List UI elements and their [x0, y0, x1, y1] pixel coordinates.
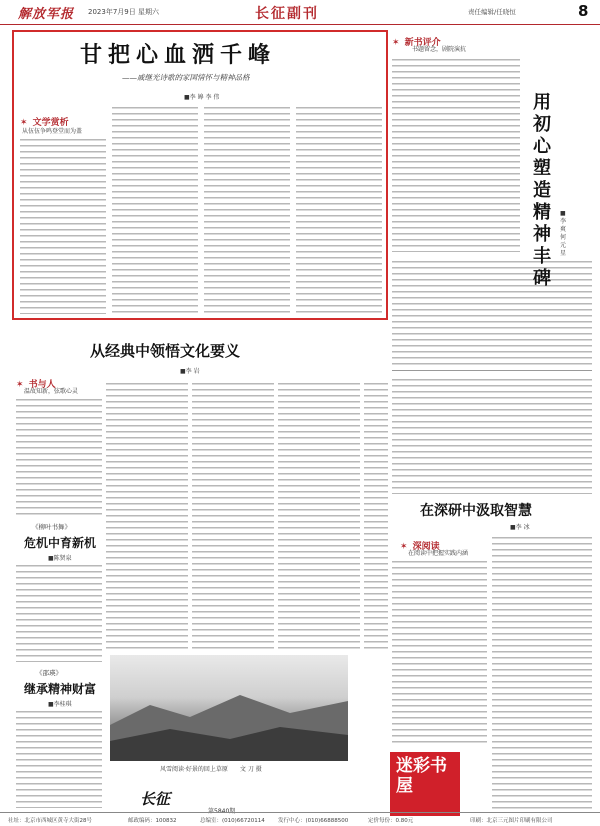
- editor-credit: 责任编辑/任晓恒: [468, 8, 516, 16]
- main-article-subtitle: ——戚继光诗歌的家国情怀与精神品格: [122, 73, 250, 82]
- book-lead: 温故知新，弦歌心灵: [24, 388, 79, 395]
- deep-text-col-1: [392, 558, 487, 746]
- main-kicker-label: 文学赏析: [32, 118, 69, 128]
- main-article-title[interactable]: 甘把心血洒千峰: [80, 42, 277, 68]
- right-text-col-2: [392, 258, 592, 366]
- crisis-author: ■陈贤泉: [48, 555, 72, 562]
- main-text-col-1: [20, 136, 106, 314]
- crisis-title[interactable]: 危机中育新机: [24, 536, 97, 550]
- page-number: 8: [578, 2, 589, 20]
- wealth-title[interactable]: 继承精神财富: [24, 682, 97, 696]
- classics-text-col-4: [364, 380, 388, 650]
- footer-address: 社址：北京市西城区黄寺大街28号: [8, 818, 92, 824]
- classics-text-col-1: [106, 380, 188, 650]
- footer: [0, 812, 600, 826]
- right-author: ■李爽 何元星: [560, 210, 567, 257]
- star-icon: ✶: [392, 38, 400, 48]
- star-icon: ✶: [400, 542, 408, 552]
- main-text-col-3: [204, 104, 290, 314]
- classics-text-col-2: [192, 380, 274, 650]
- right-vertical-title[interactable]: 用初心塑造精神丰碑: [533, 92, 551, 289]
- footer-price: 定价每份：0.80元: [368, 818, 414, 824]
- section-title: 长征副刊: [255, 6, 319, 22]
- right-lead: 书题留念，剧院演抗: [412, 46, 467, 53]
- issue-date: 2023年7月9日 星期六: [88, 8, 159, 16]
- classics-title[interactable]: 从经典中领悟文化要义: [90, 342, 241, 360]
- main-text-col-4: [296, 104, 382, 314]
- footer-phone2: 发行中心：(010)66888500: [278, 818, 349, 824]
- divider: [392, 370, 592, 371]
- research-author: ■李 冰: [510, 524, 530, 531]
- deep-kicker-label: 深阅读: [412, 542, 440, 552]
- crisis-label: 《柳叶书舞》: [32, 523, 71, 531]
- book-kicker-label: 书与人: [28, 380, 56, 390]
- deep-text-col-2: [492, 534, 592, 809]
- star-icon: ✶: [16, 380, 24, 390]
- crisis-text: [16, 562, 102, 662]
- classics-author: ■李 岩: [180, 368, 200, 375]
- main-article-author: ■李 皞 李 伟: [184, 94, 220, 101]
- mountain-silhouette-icon: [110, 655, 348, 761]
- changzheng-logo: 长征: [140, 790, 171, 808]
- right-kicker-label: 新书评介: [404, 38, 441, 48]
- star-icon: ✶: [20, 118, 28, 128]
- landscape-photo[interactable]: [110, 655, 348, 761]
- newspaper-logo: 解放军报: [18, 7, 75, 22]
- classics-text-col-3: [278, 380, 360, 650]
- camo-bookstore-badge[interactable]: 迷彩书屋: [390, 752, 460, 816]
- footer-phone1: 总编室：(010)66720114: [200, 818, 265, 824]
- footer-printer: 印刷：北京三元图片印刷有限公司: [470, 818, 553, 824]
- wealth-label: 《邵瑛》: [36, 669, 62, 677]
- right-text-col-3: [392, 376, 592, 494]
- issue-number: 第5840期: [208, 808, 236, 815]
- main-text-col-2: [112, 104, 198, 314]
- footer-postcode: 邮政编码：100832: [128, 818, 177, 824]
- wealth-author: ■李桂琪: [48, 701, 72, 708]
- wealth-text: [16, 708, 102, 808]
- main-lead: 从伍伍争鸣登堂而为盖: [22, 128, 83, 135]
- research-title[interactable]: 在深研中汲取智慧: [420, 503, 532, 519]
- book-text: [16, 396, 102, 516]
- right-text-col-1: [392, 56, 520, 252]
- deep-lead: 在阅读中把握实践内涵: [408, 550, 469, 557]
- photo-caption: 风雪阅读·好景的回上草原 文 刀 摄: [160, 766, 262, 773]
